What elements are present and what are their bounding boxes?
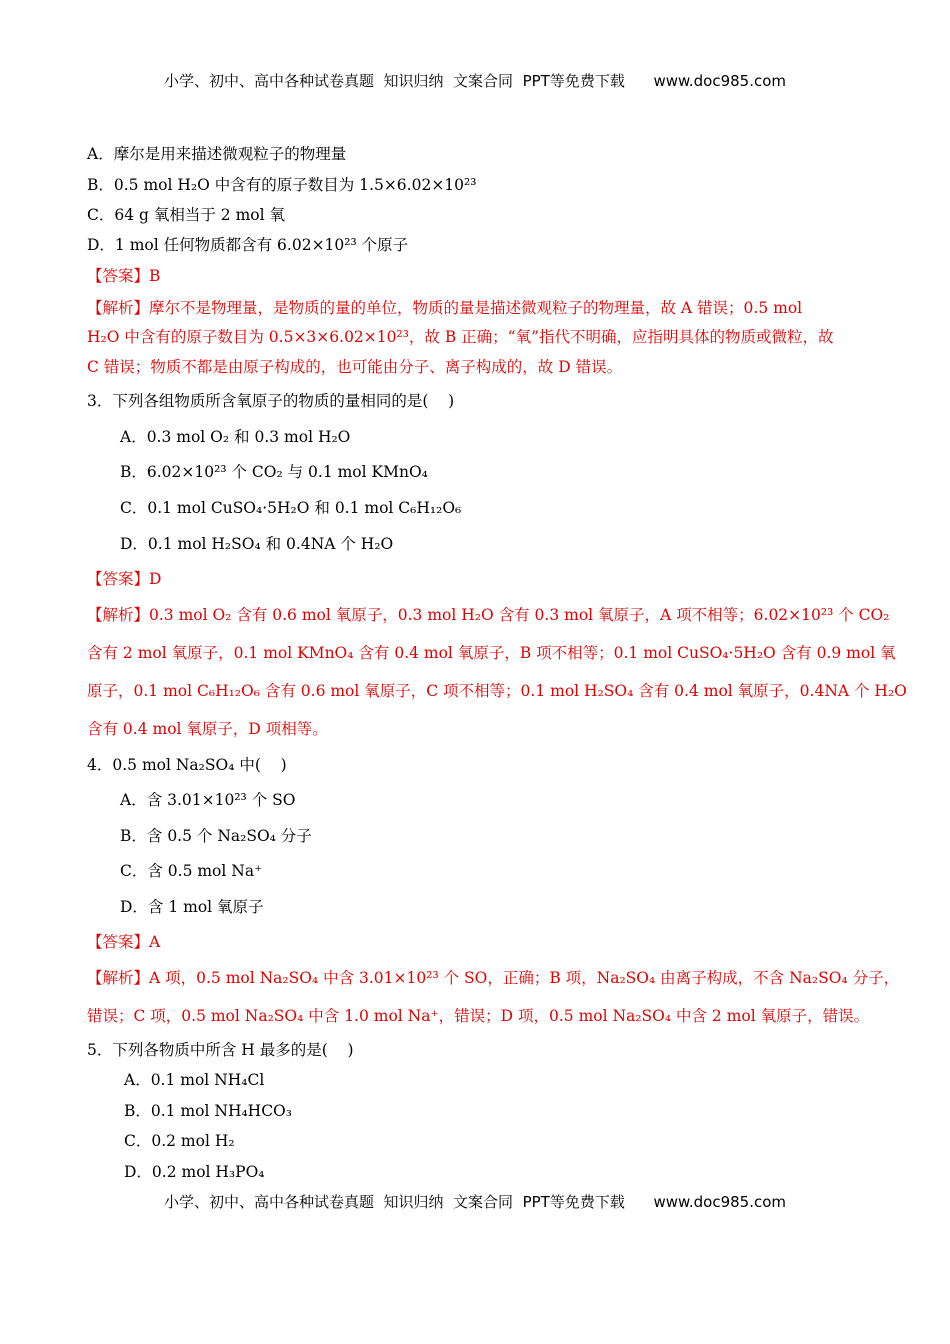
q5-option-a: A．0.1 mol NH₄Cl xyxy=(124,1071,265,1089)
q3-analysis-line1: 【解析】0.3 mol O₂ 含有 0.6 mol 氧原子，0.3 mol H₂O 含有 0.3 mol 氧原子，A 项不相等；6.02×10²³ 个 CO₂ xyxy=(87,606,890,624)
q2-option-c: C．64 g 氧相当于 2 mol 氧 xyxy=(87,206,285,224)
q4-option-a: A．含 3.01×10²³ 个 SO xyxy=(120,791,296,809)
q4-analysis-line2: 错误；C 项，0.5 mol Na₂SO₄ 中含 1.0 mol Na⁺，错误；D 项，0.5 mol Na₂SO₄ 中含 2 mol 氧原子，错误。 xyxy=(87,1007,870,1025)
q3-option-a: A．0.3 mol O₂ 和 0.3 mol H₂O xyxy=(120,428,351,446)
q3-answer: 【答案】D xyxy=(87,570,162,588)
page-header xyxy=(0,70,950,91)
q3-analysis-line4: 含有 0.4 mol 氧原子，D 项相等。 xyxy=(87,720,328,738)
q5-option-c: C．0.2 mol H₂ xyxy=(124,1132,235,1150)
q3-option-d: D．0.1 mol H₂SO₄ 和 0.4NA 个 H₂O xyxy=(120,535,394,553)
q2-analysis-line3: C 错误；物质不都是由原子构成的，也可能由分子、离子构成的，故 D 错误。 xyxy=(87,358,623,376)
q5-stem: 5．下列各物质中所含 H 最多的是( ) xyxy=(87,1041,354,1059)
q4-answer: 【答案】A xyxy=(87,933,161,951)
q3-analysis-line3: 原子，0.1 mol C₆H₁₂O₆ 含有 0.6 mol 氧原子，C 项不相等；0.1 mol H₂SO₄ 含有 0.4 mol 氧原子，0.4NA 个 H₂O xyxy=(87,682,907,700)
q5-option-d: D．0.2 mol H₃PO₄ xyxy=(124,1163,265,1181)
q3-analysis-line2: 含有 2 mol 氧原子，0.1 mol KMnO₄ 含有 0.4 mol 氧原子，B 项不相等；0.1 mol CuSO₄·5H₂O 含有 0.9 mol 氧 xyxy=(87,644,896,662)
q3-stem: 3．下列各组物质所含氧原子的物质的量相同的是( ) xyxy=(87,392,455,410)
footer-text: 小学、初中、高中各种试卷真题 知识归纳 文案合同 PPT等免费下载 xyxy=(163,1193,625,1211)
q2-option-d: D．1 mol 任何物质都含有 6.02×10²³ 个原子 xyxy=(87,236,409,254)
header-site: www.doc985.com xyxy=(653,72,787,90)
q4-option-c: C．含 0.5 mol Na⁺ xyxy=(120,862,263,880)
footer-site: www.doc985.com xyxy=(653,1193,787,1211)
header-text: 小学、初中、高中各种试卷真题 知识归纳 文案合同 PPT等免费下载 xyxy=(163,72,625,90)
q4-option-d: D．含 1 mol 氧原子 xyxy=(120,898,264,916)
q5-option-b: B．0.1 mol NH₄HCO₃ xyxy=(124,1102,292,1120)
q2-analysis-line2: H₂O 中含有的原子数目为 0.5×3×6.02×10²³，故 B 正确；“氧”指代不明确，应指明具体的物质或微粒，故 xyxy=(87,328,834,346)
q4-analysis-line1: 【解析】A 项，0.5 mol Na₂SO₄ 中含 3.01×10²³ 个 SO，正确；B 项，Na₂SO₄ 由离子构成，不含 Na₂SO₄ 分子， xyxy=(87,969,900,987)
q4-option-b: B．含 0.5 个 Na₂SO₄ 分子 xyxy=(120,827,312,845)
q3-option-c: C．0.1 mol CuSO₄·5H₂O 和 0.1 mol C₆H₁₂O₆ xyxy=(120,499,462,517)
q4-stem: 4．0.5 mol Na₂SO₄ 中( ) xyxy=(87,756,287,774)
q2-analysis-line1: 【解析】摩尔不是物理量，是物质的量的单位，物质的量是描述微观粒子的物理量，故 A 错误；0.5 mol xyxy=(87,299,803,317)
q2-answer: 【答案】B xyxy=(87,267,161,285)
q2-option-a: A．摩尔是用来描述微观粒子的物理量 xyxy=(87,145,347,163)
q2-option-b: B．0.5 mol H₂O 中含有的原子数目为 1.5×6.02×10²³ xyxy=(87,176,477,194)
q3-option-b: B．6.02×10²³ 个 CO₂ 与 0.1 mol KMnO₄ xyxy=(120,463,428,481)
page-footer xyxy=(0,1191,950,1212)
